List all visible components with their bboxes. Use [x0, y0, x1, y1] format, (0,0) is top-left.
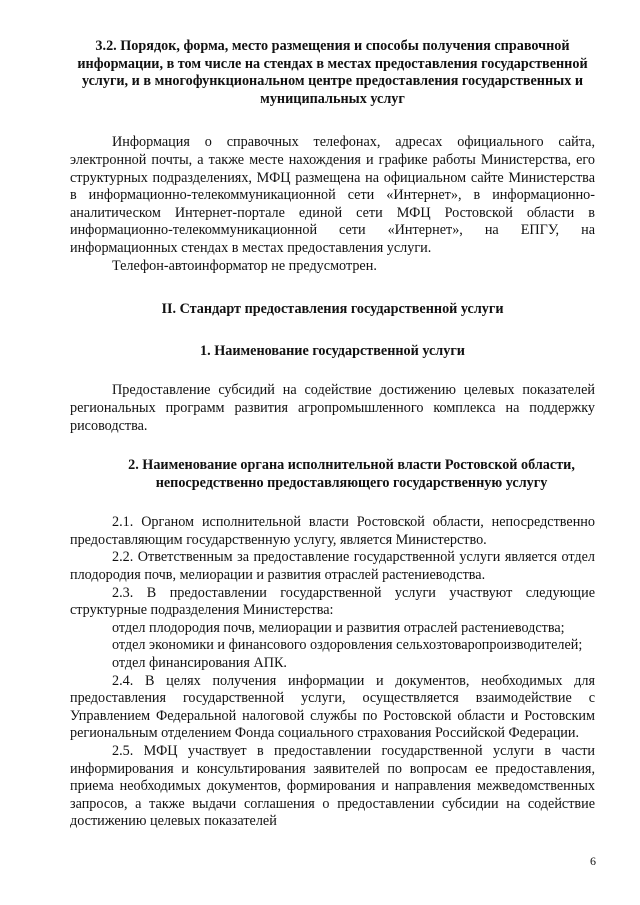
- service-name-paragraph: Предоставление субсидий на содействие достижению целевых показателей региональных программ развития агропромышленного комплекса на поддержку рисоводства.: [70, 382, 595, 434]
- paragraph-2-3-c: отдел финансирования АПК.: [112, 655, 287, 672]
- paragraph-2-3-a: отдел плодородия почв, мелиорации и развития отраслей растениеводства;: [112, 619, 565, 636]
- paragraph-2-1: 2.1. Органом исполнительной власти Ростовской области, непосредственно предоставляющим государственную услугу, является Министерство.: [70, 514, 595, 548]
- page-number: 6: [590, 854, 596, 868]
- section-3-2-heading: 3.2. Порядок, форма, место размещения и способы получения справочной информации, в том числе на стендах в местах предоставления государственной услуги, и в многофункциональном центре предоставления государственных и муниципальных услуг: [77, 38, 588, 107]
- paragraph-2-5: 2.5. МФЦ участвует в предоставлении государственной услуги в части информирования и консультирования заявителей по вопросам ее предоставления, приема необходимых документов, формирования и направления межведомственных запросов, а также выдачи соглашения о предоставлении субсидии на содействие достижению целевых показателей: [70, 743, 595, 830]
- section-II-heading: II. Стандарт предоставления государственной услуги: [161, 301, 504, 318]
- document-page: [70, 38, 595, 831]
- section-1-heading: 1. Наименование государственной услуги: [200, 342, 465, 359]
- info-paragraph: Информация о справочных телефонах, адресах официального сайта, электронной почты, а также месте нахождения и графике работы Министерства, его структурных подразделениях, МФЦ размещена на официальном сайте Министерства в информационно-телекоммуникационной сети «Интернет», в информационно-аналитическом Интернет-портале единой сети МФЦ Ростовской области в информационно-телекоммуникационной сети «Интернет», на ЕПГУ, на информационных стендах в местах предоставления услуги.: [70, 134, 595, 256]
- paragraph-2-3: 2.3. В предоставлении государственной услуги участвуют следующие структурные подразделения Министерства:: [70, 584, 595, 619]
- phone-paragraph: Телефон-автоинформатор не предусмотрен.: [112, 257, 377, 274]
- section-2-heading: 2. Наименование органа исполнительной власти Ростовской области, непосредственно предоставляющего государственную услугу: [128, 457, 575, 491]
- paragraph-2-2: 2.2. Ответственным за предоставление государственной услуги является отдел плодородия почв, мелиорации и развития отраслей растениеводства.: [70, 549, 595, 584]
- paragraph-2-4: 2.4. В целях получения информации и документов, необходимых для предоставления государственной услуги, осуществляется взаимодействие с Управлением Федеральной налоговой службы по Ростовской области и Ростовским региональным отделением Фонда социального страхования Российской Федерации.: [70, 672, 595, 742]
- paragraph-2-3-b: отдел экономики и финансового оздоровления сельхозтоваропроизводителей;: [112, 637, 583, 654]
